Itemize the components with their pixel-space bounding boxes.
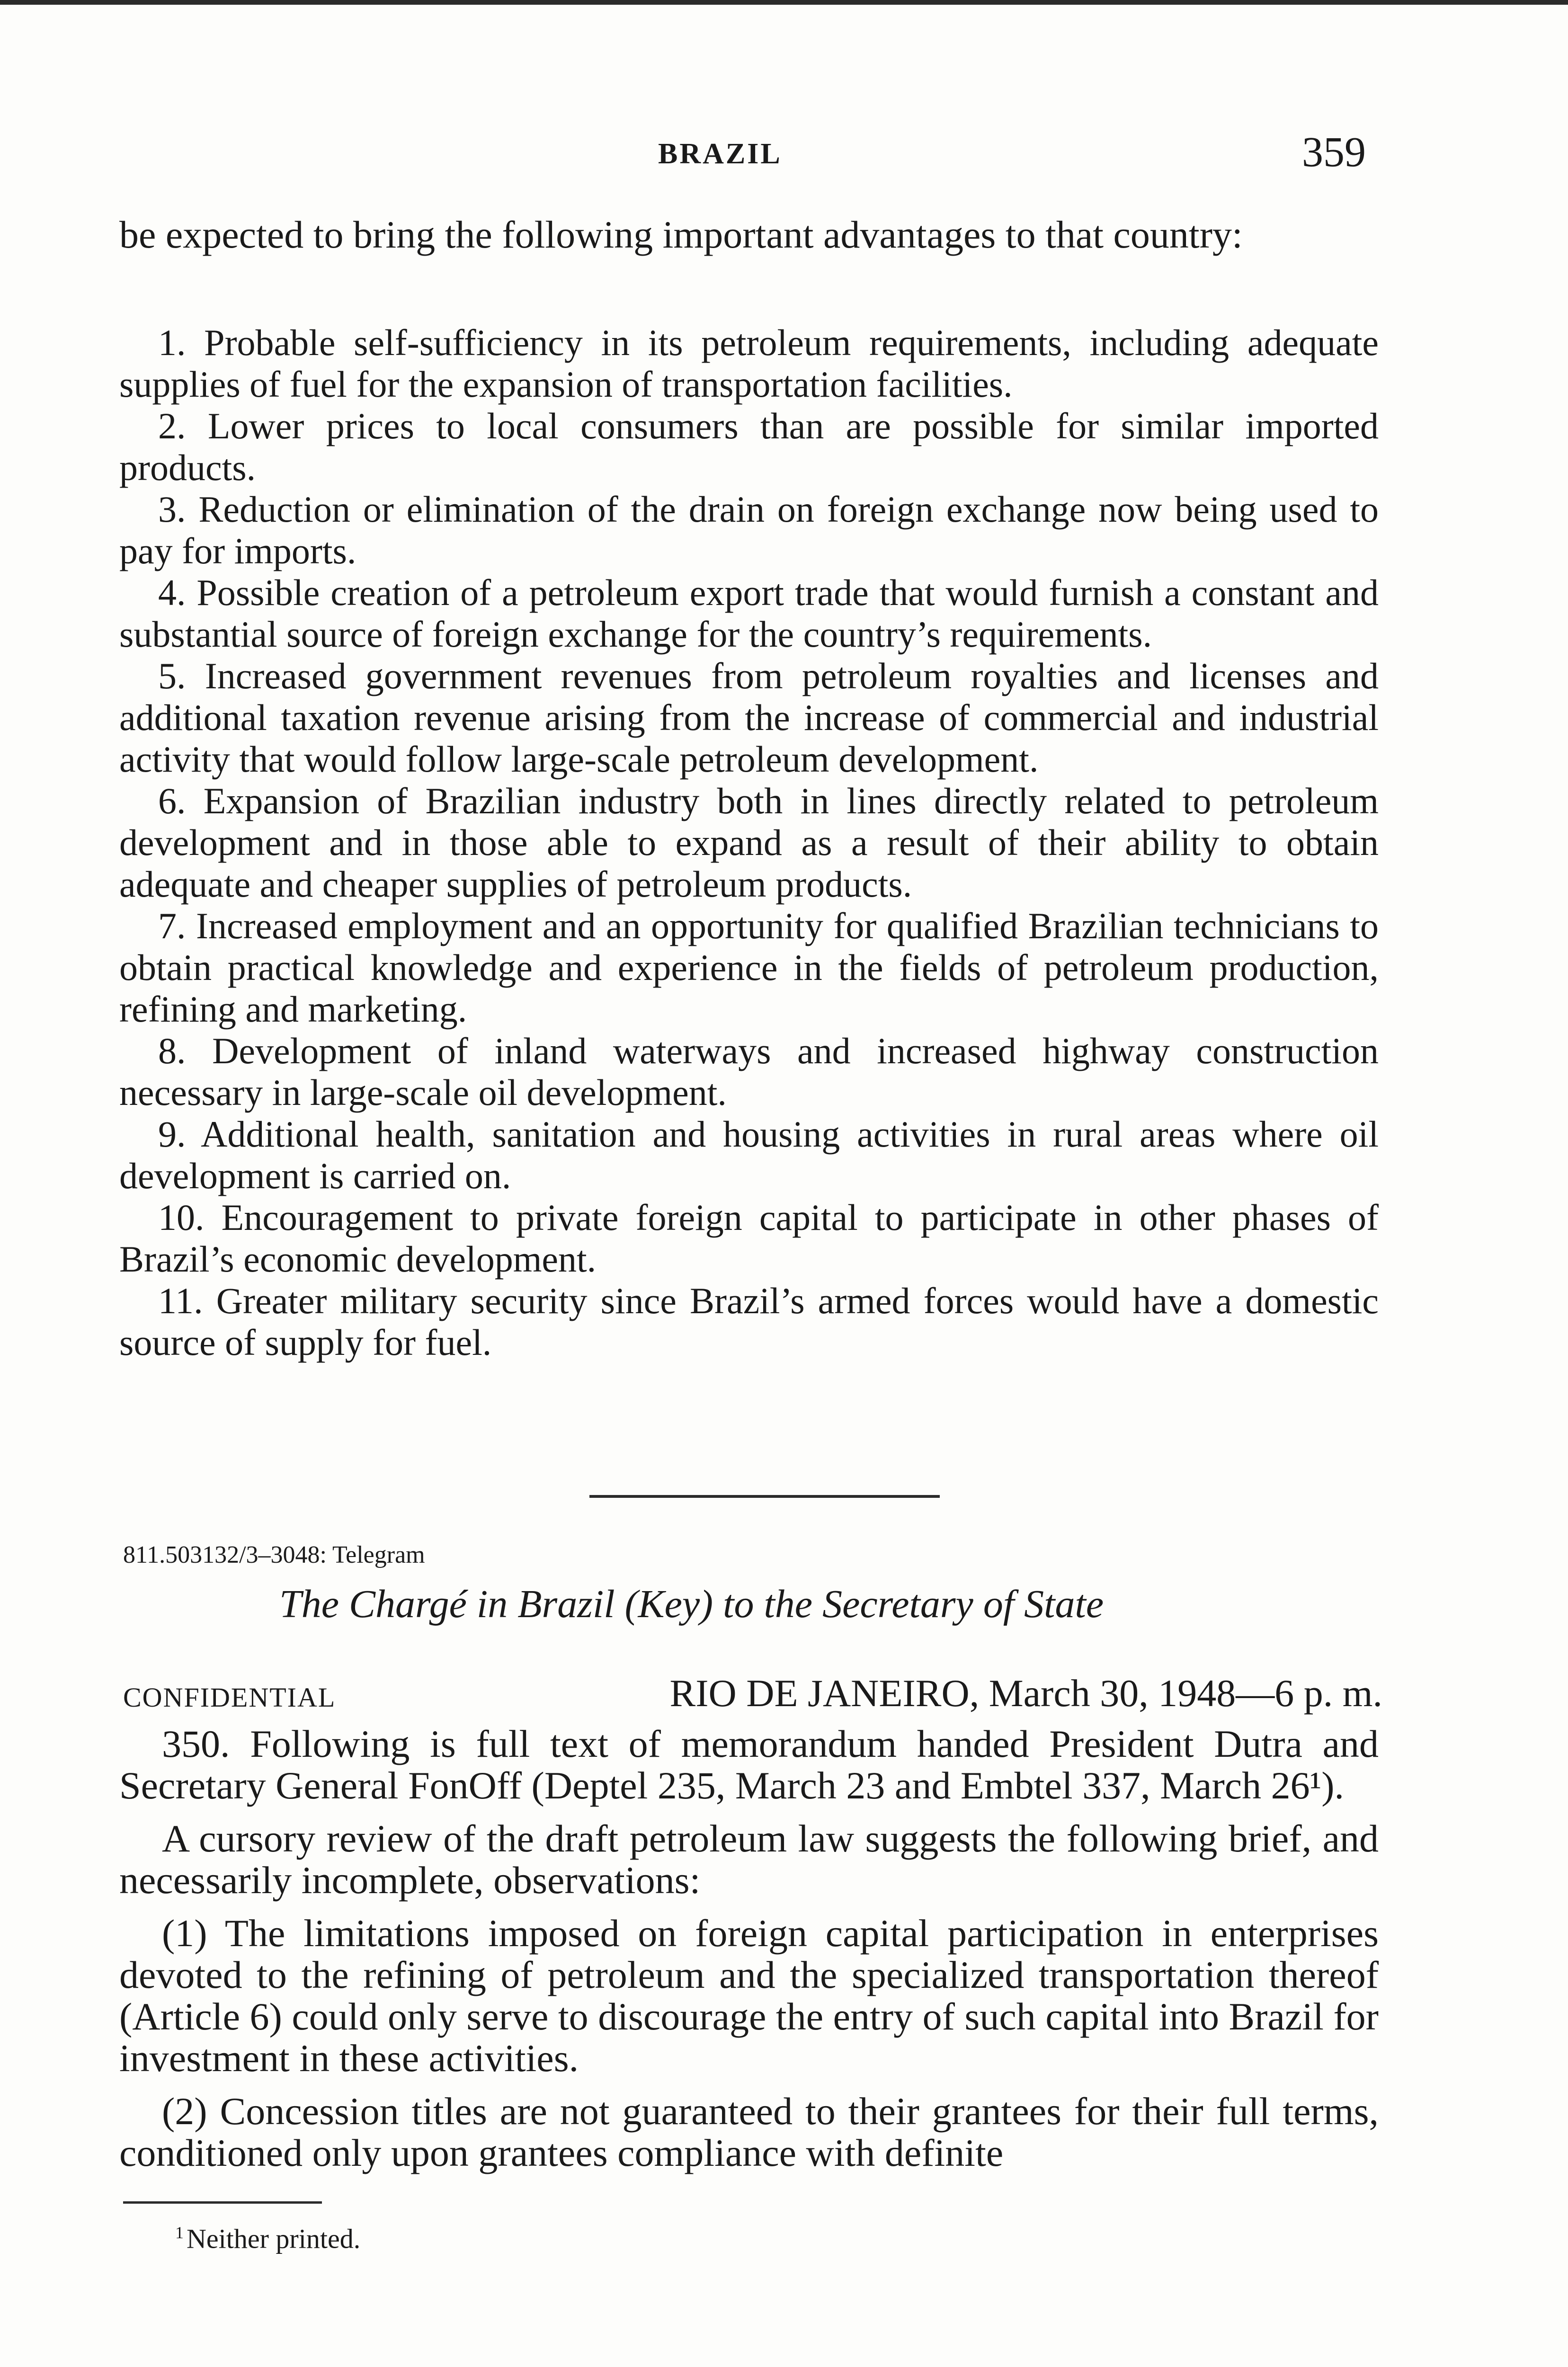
advantage-item-7: 7. Increased employment and an opportunity for qualified Brazilian technicians to obtain practical knowledge and experience in the fields of petroleum production, refining and marketing. [119, 905, 1379, 1030]
advantage-item-4: 4. Possible creation of a petroleum export trade that would furnish a constant and substantial source of foreign exchange for the country’s requirements. [119, 572, 1379, 655]
advantages-list [119, 322, 1379, 1363]
file-reference: 811.503132/3–3048: Telegram [123, 1541, 425, 1568]
running-head: BRAZIL [658, 138, 782, 170]
advantage-item-11: 11. Greater military security since Brazil’s armed forces would have a domestic source of supply for fuel. [119, 1280, 1379, 1363]
advantage-item-2: 2. Lower prices to local consumers than are possible for similar imported products. [119, 405, 1379, 488]
top-border-rule [0, 0, 1568, 5]
telegram-heading: The Chargé in Brazil (Key) to the Secretary of State [279, 1582, 1104, 1626]
advantage-item-9: 9. Additional health, sanitation and housing activities in rural areas where oil development is carried on. [119, 1113, 1379, 1196]
advantage-item-1: 1. Probable self-sufficiency in its petroleum requirements, including adequate supplies of fuel for the expansion of transportation facilities. [119, 322, 1379, 405]
footnote-marker: 1 [175, 2223, 184, 2242]
telegram-body [119, 1723, 1379, 2185]
footnote-text: Neither printed. [187, 2223, 361, 2254]
advantage-item-8: 8. Development of inland waterways and increased highway construction necessary in large-scale oil development. [119, 1030, 1379, 1113]
telegram-paragraph-2: A cursory review of the draft petroleum law suggests the following brief, and necessarily incomplete, observations: [119, 1817, 1379, 1902]
page-number: 359 [1302, 129, 1366, 176]
advantage-item-3: 3. Reduction or elimination of the drain on foreign exchange now being used to pay for imports. [119, 489, 1379, 571]
lead-paragraph-block [119, 208, 1379, 261]
dateline-row [123, 1671, 1382, 1723]
advantage-item-10: 10. Encouragement to private foreign capital to participate in other phases of Brazil’s economic development. [119, 1197, 1379, 1280]
advantage-item-5: 5. Increased government revenues from petroleum royalties and licenses and additional taxation revenue arising from the increase of commercial and industrial activity that would follow large-scale petroleum development. [119, 655, 1379, 780]
footnote [175, 2223, 360, 2254]
telegram-paragraph-3: (1) The limitations imposed on foreign capital participation in enterprises devoted to the refining of petroleum and the specialized transportation thereof (Article 6) could only serve to discourage the entry of such capital into Brazil for investment in these activities. [119, 1912, 1379, 2080]
telegram-paragraph-4: (2) Concession titles are not guaranteed to their grantees for their full terms, conditioned only upon grantees compliance with definite [119, 2090, 1379, 2174]
lead-paragraph: be expected to bring the following important advantages to that country: [119, 213, 1243, 256]
advantage-item-6: 6. Expansion of Brazilian industry both in lines directly related to petroleum development and in those able to expand as a result of their ability to obtain adequate and cheaper supplies of petroleum products. [119, 780, 1379, 905]
section-separator-rule [589, 1495, 940, 1498]
telegram-paragraph-1: 350. Following is full text of memorandum handed President Dutra and Secretary General FonOff (Deptel 235, March 23 and Embtel 337, March 26¹). [119, 1722, 1379, 1807]
dateline: RIO DE JANEIRO, March 30, 1948—6 p. m. [669, 1672, 1382, 1715]
classification-label: CONFIDENTIAL [123, 1682, 336, 1713]
footnote-rule [123, 2201, 322, 2204]
